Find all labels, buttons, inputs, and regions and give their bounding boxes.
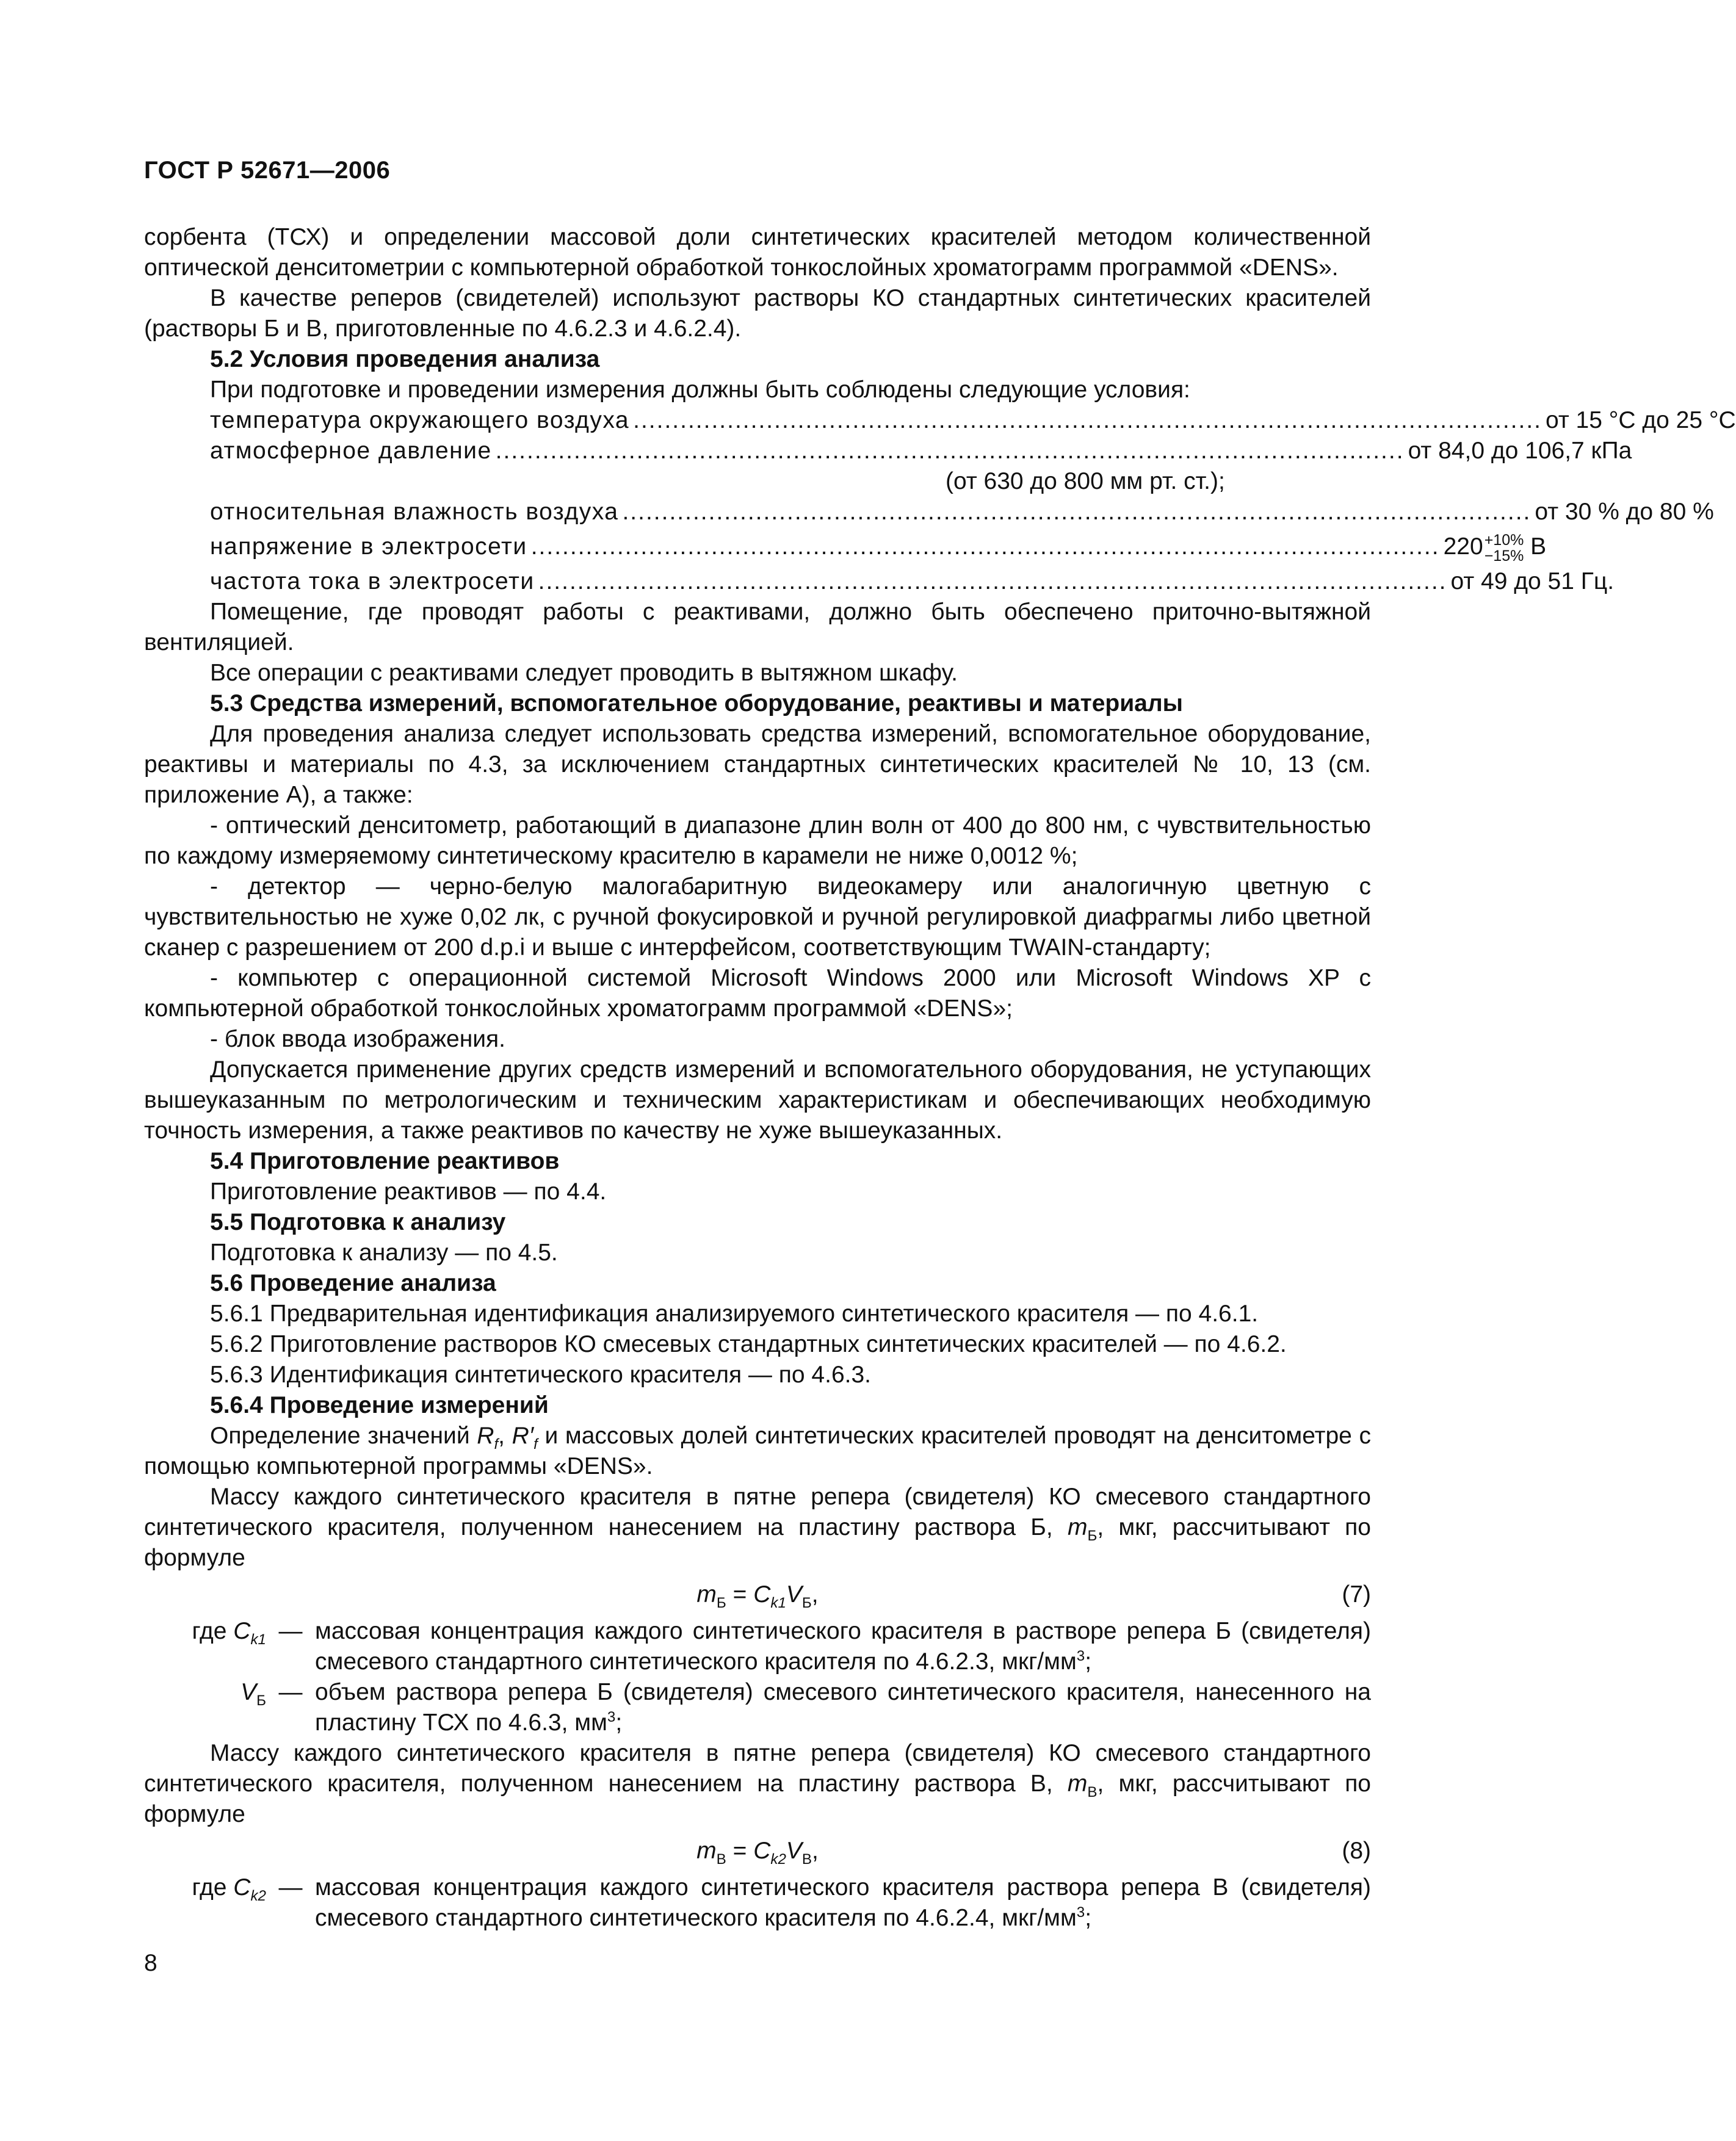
condition-name: температура окружающего воздуха: [210, 407, 630, 433]
paragraph: Для проведения анализа следует использовать средства измерений, вспомогательное оборудование, реактивы и материалы по 4.3, за исключением стандартных синтетических красителей № 10, 13 (см. приложение А), а также:: [144, 721, 1371, 808]
dot-leader: ....................................................................................................................: [495, 438, 1405, 464]
equipment-list-item: - детектор — черно-белую малогабаритную видеокамеру или аналогичную цветную с чувствительностью не хуже 0,02 лк, с ручной фокусировкой и ручной регулировкой диафрагмы либо цветной сканер с разрешением от 200 d.p.i и выше с интерфейсом, соответствующим TWAIN-стандарту;: [144, 873, 1371, 961]
condition-value-continuation: (от 630 до 800 мм рт. ст.);: [946, 468, 1225, 494]
paragraph: Помещение, где проводят работы с реактивами, должно быть обеспечено приточно-вытяжной вентиляцией.: [144, 599, 1371, 655]
paragraph: Подготовка к анализу — по 4.5.: [210, 1240, 558, 1266]
condition-value: от 49 до 51 Гц.: [1450, 568, 1615, 594]
equipment-list-item: - компьютер с операционной системой Microsoft Windows 2000 или Microsoft Windows XP с компьютерной обработкой тонкослойных хроматограмм программой «DENS»;: [144, 965, 1371, 1022]
condition-name: относительная влажность воздуха: [210, 499, 619, 525]
condition-row: [144, 566, 1615, 597]
paragraph: Массу каждого синтетического красителя в пятне репера (свидетеля) КО смесевого стандартного синтетического красителя, полученном нанесением на пластину раствора В, $m_В$, мкг, рассчитывают по формуле: [144, 1740, 1372, 1827]
condition-row: [144, 436, 1632, 466]
equipment-list-item: - оптический денситометр, работающий в диапазоне длин волн от 400 до 800 нм, с чувствительностью по каждому измеряемому синтетическому красителю в карамели не ниже 0,0012 %;: [144, 812, 1371, 869]
formula-7: [144, 1577, 1371, 1612]
tolerance-lower: −15%: [1484, 547, 1524, 565]
conditions-lead: При подготовке и проведении измерения должны быть соблюдены следующие условия:: [210, 377, 1190, 403]
subsection-item: 5.6.3 Идентификация синтетического красителя — по 4.6.3.: [210, 1362, 871, 1388]
voltage-tolerance: [1485, 532, 1524, 564]
voltage-base: 220: [1443, 533, 1483, 560]
section-heading: 5.2 Условия проведения анализа: [210, 346, 600, 372]
page-body: [144, 222, 1736, 1933]
equipment-list-item: - блок ввода изображения.: [210, 1026, 505, 1052]
paragraph: Определение значений $R_f$, $R'_f$ и массовых долей синтетических красителей проводят на денситометре с помощью компьютерной программы «DENS».: [144, 1423, 1371, 1479]
condition-value: от 15 °C до 25 °C: [1546, 407, 1736, 433]
tolerance-upper: +10%: [1484, 531, 1524, 549]
formula-number: (7): [1342, 1581, 1371, 1608]
intro-paragraph: В качестве реперов (свидетелей) используют растворы КО стандартных синтетических красителей (растворы Б и В, приготовленные по 4.6.2.3 и 4.6.2.4).: [144, 285, 1371, 342]
condition-value: [1444, 527, 1547, 566]
dot-leader: ....................................................................................................................: [538, 568, 1447, 594]
formula-number: (8): [1342, 1838, 1371, 1864]
section-heading: 5.6 Проведение анализа: [210, 1270, 496, 1296]
formula-expression: $m_В = C_{k2}V_В$,: [696, 1838, 819, 1868]
condition-value: от 30 % до 80 %: [1535, 499, 1714, 525]
document-code-header: ГОСТ Р 52671—2006: [144, 157, 391, 184]
paragraph: Все операции с реактивами следует проводить в вытяжном шкафу.: [210, 660, 958, 686]
paragraph: Массу каждого синтетического красителя в пятне репера (свидетеля) КО смесевого стандартного синтетического красителя, полученном нанесением на пластину раствора Б, $m_Б$, мкг, рассчитывают по формуле: [144, 1484, 1371, 1571]
formula-8: [144, 1833, 1371, 1869]
dot-leader: ....................................................................................................................: [530, 533, 1440, 560]
paragraph: Допускается применение других средств измерений и вспомогательного оборудования, не уступающих вышеуказанным по метрологическим и техническим характеристикам и обеспечивающих необходимую точность измерения, а также реактивов по качеству не хуже вышеуказанных.: [144, 1056, 1371, 1144]
condition-value: от 84,0 до 106,7 кПа: [1408, 438, 1632, 464]
intro-paragraph: сорбента (ТСХ) и определении массовой доли синтетических красителей методом количественной оптической денситометрии с компьютерной обработкой тонкослойных хроматограмм программой «DENS».: [144, 224, 1371, 281]
condition-name: частота тока в электросети: [210, 568, 535, 594]
variable-definition: где $C_{k1}$ — массовая концентрация каждого синтетического красителя в растворе репера Б (свидетеля) смесевого стандартного синтетического красителя по 4.6.2.3, мкг/$мм^3$;: [192, 1618, 1371, 1675]
dot-leader: ....................................................................................................................: [622, 499, 1532, 525]
page-number: 8: [144, 1950, 157, 1976]
condition-name: атмосферное давление: [210, 438, 492, 464]
section-heading: 5.4 Приготовление реактивов: [210, 1148, 560, 1174]
dot-leader: ....................................................................................................................: [633, 407, 1543, 433]
variable-definition: где $C_{k2}$ — массовая концентрация каждого синтетического красителя раствора репера В (свидетеля) смесевого стандартного синтетического красителя по 4.6.2.4, мкг/$мм^3$;: [192, 1874, 1371, 1931]
subsection-item: 5.6.1 Предварительная идентификация анализируемого синтетического красителя — по 4.6.1.: [210, 1301, 1259, 1327]
condition-row: [144, 527, 1547, 566]
section-heading: 5.6.4 Проведение измерений: [210, 1392, 549, 1418]
paragraph: Приготовление реактивов — по 4.4.: [210, 1179, 607, 1205]
variable-definition: $V_Б$ — объем раствора репера Б (свидетеля) смесевого синтетического красителя, нанесенного на пластину ТСХ по 4.6.3, $мм^3$;: [241, 1679, 1371, 1736]
section-heading: 5.3 Средства измерений, вспомогательное оборудование, реактивы и материалы: [210, 690, 1183, 717]
condition-row: [144, 497, 1714, 527]
subsection-item: 5.6.2 Приготовление растворов КО смесевых стандартных синтетических красителей — по 4.6.2.: [210, 1331, 1287, 1357]
formula-expression: $m_Б = C_{k1}V_Б$,: [696, 1581, 819, 1611]
voltage-unit: В: [1530, 533, 1547, 560]
condition-row: [144, 405, 1736, 436]
condition-name: напряжение в электросети: [210, 533, 527, 560]
section-heading: 5.5 Подготовка к анализу: [210, 1209, 506, 1235]
